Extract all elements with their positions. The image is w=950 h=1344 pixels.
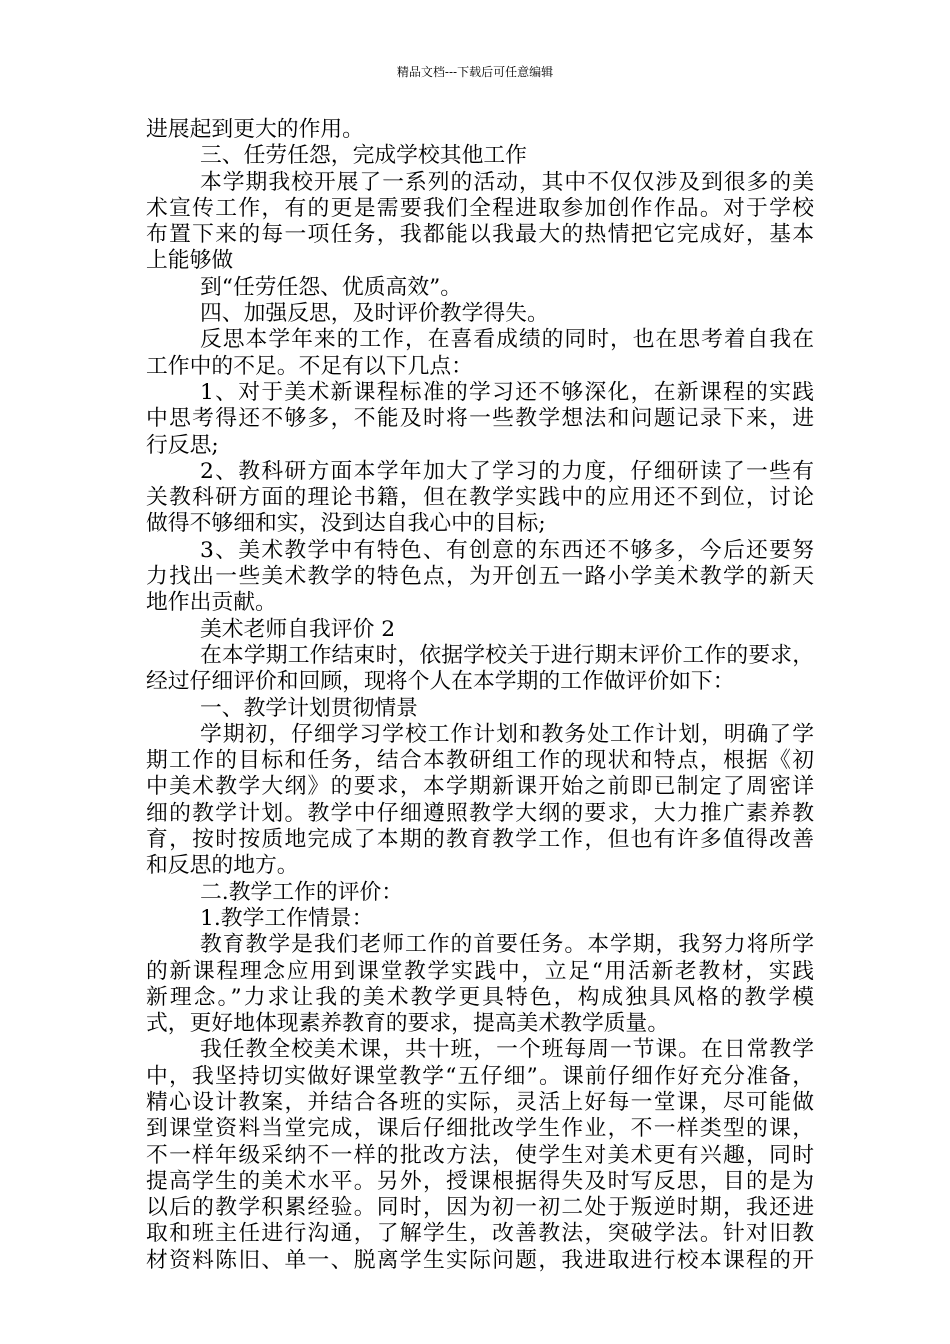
- text-line: 2、教科研方面本学年加大了学习的力度，仔细研读了一些有: [200, 458, 814, 484]
- text-line: 地作出贡献。: [146, 590, 277, 616]
- text-line: 力找出一些美术教学的特色点，为开创五一路小学美术教学的新天: [146, 564, 814, 590]
- text-line: 学期初，仔细学习学校工作计划和教务处工作计划，明确了学: [200, 721, 814, 747]
- text-line: 取和班主任进行沟通，了解学生，改善教法，突破学法。针对旧教: [146, 1221, 814, 1247]
- text-line: 3、美术教学中有特色、有创意的东西还不够多，今后还要努: [200, 537, 814, 563]
- text-line: 进展起到更大的作用。: [146, 117, 364, 142]
- text-line: 本学期我校开展了一系列的活动，其中不仅仅涉及到很多的美: [200, 169, 814, 195]
- text-line: 关教科研方面的理论书籍，但在教学实践中的应用还不到位，讨论: [146, 485, 814, 511]
- text-line: 上能够做: [146, 248, 234, 274]
- text-line: 经过仔细评价和回顾，现将个人在本学期的工作做评价如下：: [146, 669, 735, 695]
- text-line: 术宣传工作，有的更是需要我们全程进取参加创作作品。对于学校: [146, 195, 814, 221]
- text-line: 二.教学工作的评价：: [200, 879, 404, 905]
- text-line: 育，按时按质地完成了本期的教育教学工作，但也有许多值得改善: [146, 827, 814, 853]
- text-line: 我任教全校美术课，共十班，一个班每周一节课。在日常教学: [200, 1037, 814, 1063]
- text-line: 反思本学年来的工作，在喜看成绩的同时，也在思考着自我在: [200, 327, 814, 353]
- text-line: 精心设计教案，并结合各班的实际，灵活上好每一堂课，尽可能做: [146, 1089, 814, 1115]
- text-line: 中美术教学大纲》的要求，本学期新课开始之前即已制定了周密详: [146, 774, 814, 800]
- text-line: 教育教学是我们老师工作的首要任务。本学期，我努力将所学: [200, 932, 814, 958]
- text-line: 的新课程理念应用到课堂教学实践中，立足“用活新老教材，实践: [146, 958, 814, 984]
- text-line: 中思考得还不够多，不能及时将一些教学想法和问题记录下来，进: [146, 406, 814, 432]
- text-line: 在本学期工作结束时，依据学校关于进行期末评价工作的要求，: [200, 642, 814, 668]
- text-line: 材资料陈旧、单一、脱离学生实际问题，我进取进行校本课程的开: [146, 1247, 814, 1273]
- text-line: 期工作的目标和任务，结合本教研组工作的现状和特点，根据《初: [146, 748, 814, 774]
- text-line: 新理念。”力求让我的美术教学更具特色，构成独具风格的教学模: [146, 984, 814, 1010]
- text-line: 细的教学计划。教学中仔细遵照教学大纲的要求，大力推广素养教: [146, 800, 814, 826]
- page-header-watermark: 精品文档---下载后可任意编辑: [396, 65, 554, 79]
- text-line: 和反思的地方。: [146, 853, 299, 879]
- text-line: 一、教学计划贯彻情景: [200, 695, 418, 721]
- text-line: 布置下来的每一项任务，我都能以我最大的热情把它完成好，基本: [146, 222, 814, 248]
- text-line: 做得不够细和实，没到达自我心中的目标;: [146, 511, 546, 537]
- text-line: 美术老师自我评价 2: [200, 616, 396, 642]
- text-line: 不一样年级采纳不一样的批改方法，使学生对美术更有兴趣，同时: [146, 1142, 814, 1168]
- text-line: 行反思;: [146, 432, 219, 458]
- document-body: [146, 117, 814, 1274]
- text-line: 提高学生的美术水平。另外，授课根据得失及时写反思，目的是为: [146, 1168, 814, 1194]
- text-line: 式，更好地体现素养教育的要求，提高美术教学质量。: [146, 1011, 670, 1037]
- text-line: 中，我坚持切实做好课堂教学“五仔细”。课前仔细作好充分准备，: [146, 1063, 814, 1089]
- text-line: 三、任劳任怨，完成学校其他工作: [200, 143, 527, 169]
- text-line: 1、对于美术新课程标准的学习还不够深化，在新课程的实践: [200, 379, 814, 405]
- text-line: 以后的教学积累经验。同时，因为初一初二处于叛逆时期，我还进: [146, 1195, 814, 1221]
- text-line: 四、加强反思，及时评价教学得失。: [200, 301, 549, 327]
- text-line: 到“任劳任怨、优质高效”。: [200, 274, 463, 300]
- text-line: 工作中的不足。不足有以下几点：: [146, 353, 473, 379]
- text-line: 1.教学工作情景：: [200, 905, 374, 931]
- text-line: 到课堂资料当堂完成，课后仔细批改学生作业，不一样类型的课，: [146, 1116, 814, 1142]
